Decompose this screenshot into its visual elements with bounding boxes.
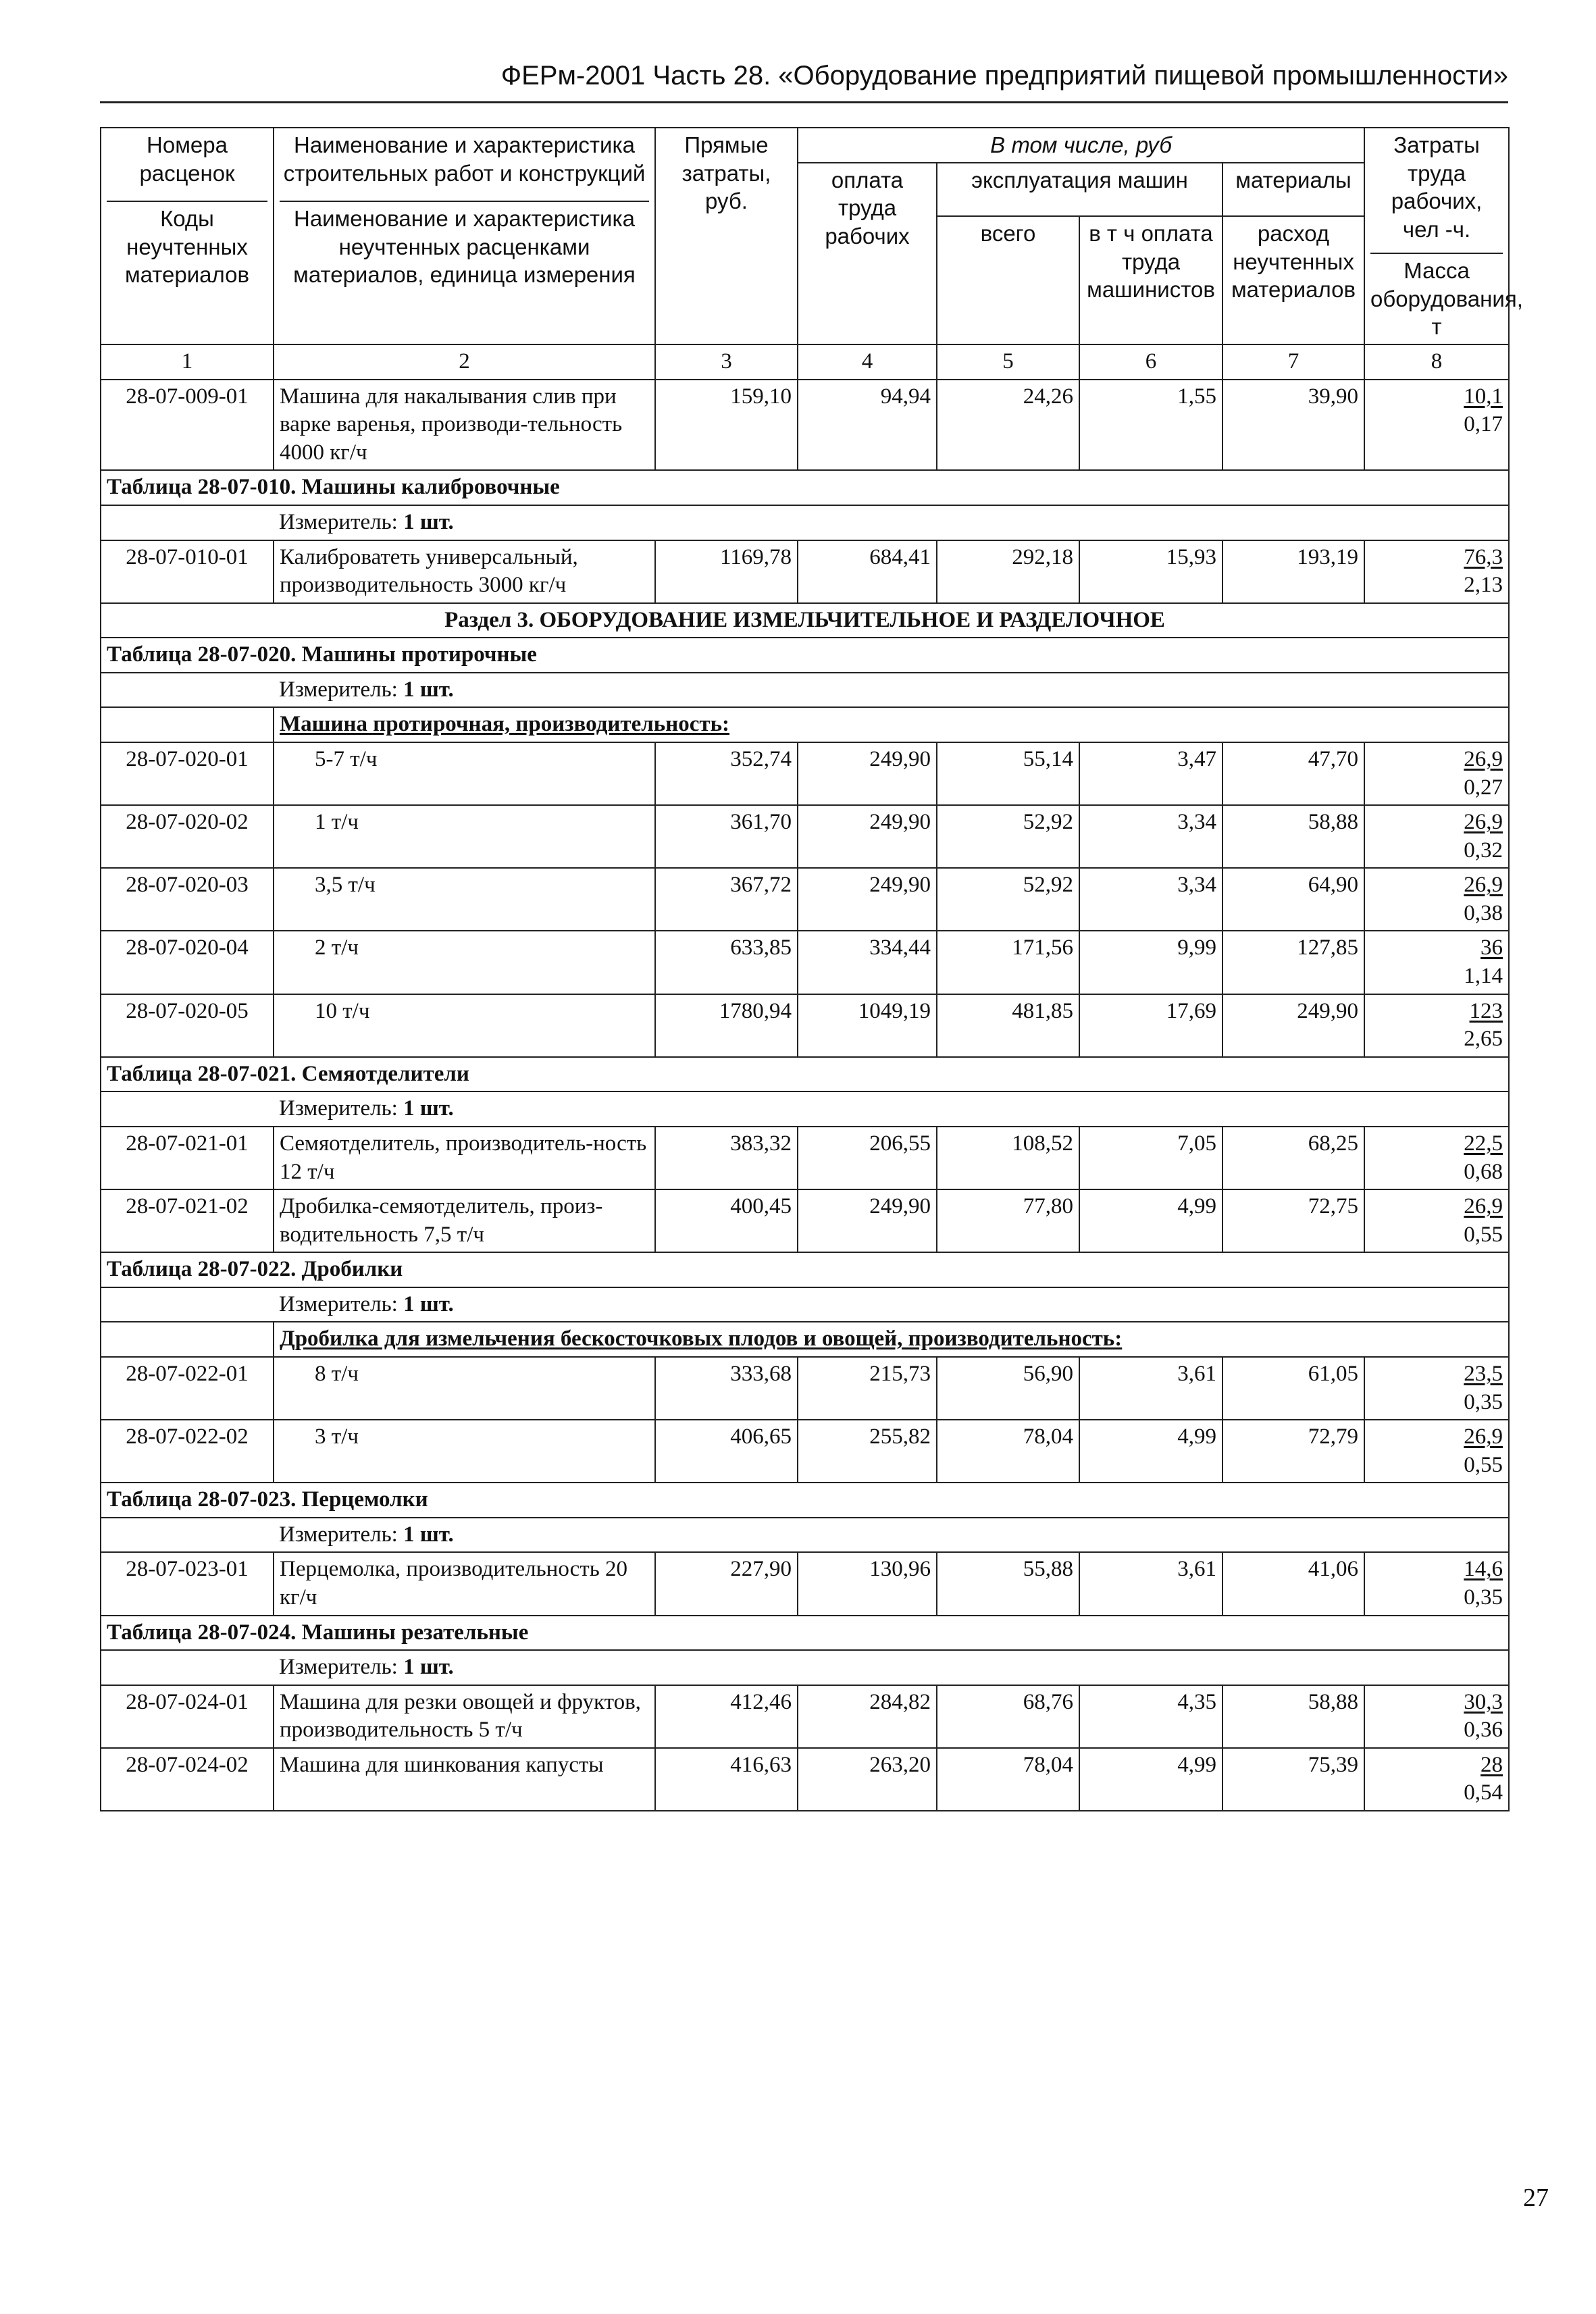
labor-mass-cell: [1364, 380, 1509, 471]
direct-costs: 159,10: [655, 380, 798, 471]
materials-cost: 68,25: [1222, 1127, 1364, 1189]
work-name: 10 т/ч: [274, 994, 655, 1057]
machines-total: 78,04: [937, 1748, 1079, 1811]
rate-code: 28-07-020-03: [101, 868, 274, 931]
table-row: [101, 1127, 1509, 1189]
col-number: 1: [101, 344, 274, 380]
materials-cost: 39,90: [1222, 380, 1364, 471]
machines-total: 481,85: [937, 994, 1079, 1057]
machines-total: 24,26: [937, 380, 1079, 471]
equipment-mass: 0,54: [1464, 1780, 1503, 1805]
worker-pay: 255,82: [798, 1420, 937, 1483]
meter-line: [274, 1650, 1509, 1685]
labor-mass-cell: [1364, 994, 1509, 1057]
operator-pay: 4,99: [1079, 1420, 1222, 1483]
operator-pay: 3,47: [1079, 742, 1222, 805]
worker-pay: 1049,19: [798, 994, 937, 1057]
meter-line: [274, 1091, 1509, 1127]
labor-mass-cell: [1364, 805, 1509, 868]
col-header-worker-pay: оплата труда рабочих: [798, 163, 937, 344]
table-title: Таблица 28-07-023. Перцемолки: [101, 1483, 1509, 1518]
table-title: Таблица 28-07-021. Семяотделители: [101, 1057, 1509, 1092]
group-heading: Дробилка для измельчения бескосточковых плодов и овощей, производительность:: [274, 1322, 1509, 1357]
work-name: 5-7 т/ч: [274, 742, 655, 805]
machines-total: 171,56: [937, 931, 1079, 994]
equipment-mass: 0,55: [1464, 1452, 1503, 1477]
machines-total: 52,92: [937, 805, 1079, 868]
rate-code: 28-07-020-04: [101, 931, 274, 994]
rate-code: 28-07-021-02: [101, 1189, 274, 1252]
equipment-mass: 0,36: [1464, 1718, 1503, 1743]
col-header-material-name: Наименование и характеристика неучтенных расценками материалов, единица измерения: [280, 201, 649, 289]
direct-costs: 400,45: [655, 1189, 798, 1252]
col-header-including: В том числе, руб: [798, 128, 1364, 163]
equipment-mass: 2,13: [1464, 573, 1503, 598]
meter-line: [274, 1287, 1509, 1322]
work-name: Перцемолка, производительность 20 кг/ч: [274, 1552, 655, 1615]
col-header-codes: [101, 128, 274, 344]
table-title: Таблица 28-07-024. Машины резательные: [101, 1616, 1509, 1651]
materials-cost: 127,85: [1222, 931, 1364, 994]
labor-mass-cell: [1364, 931, 1509, 994]
labor-mass-cell: [1364, 540, 1509, 603]
materials-cost: 75,39: [1222, 1748, 1364, 1811]
labor-costs: 36: [1481, 935, 1503, 960]
group-heading: Машина протирочная, производительность:: [274, 707, 1509, 742]
table-row: [101, 742, 1509, 805]
materials-cost: 193,19: [1222, 540, 1364, 603]
rates-table: [100, 127, 1523, 1811]
table-row: [101, 540, 1509, 603]
work-name: Дробилка-семяотделитель, произ-водительность 7,5 т/ч: [274, 1189, 655, 1252]
rate-code: 28-07-020-05: [101, 994, 274, 1057]
col-header-material-codes: Коды неучтенных материалов: [107, 201, 267, 289]
labor-costs: 14,6: [1464, 1557, 1503, 1582]
operator-pay: 3,61: [1079, 1552, 1222, 1615]
worker-pay: 263,20: [798, 1748, 937, 1811]
col-number: 4: [798, 344, 937, 380]
col-number: 8: [1364, 344, 1509, 380]
table-row: [101, 931, 1509, 994]
work-name: 1 т/ч: [274, 805, 655, 868]
meter-line: [274, 505, 1509, 540]
col-header-labor-mass: [1364, 128, 1523, 344]
col-number: 2: [274, 344, 655, 380]
direct-costs: 416,63: [655, 1748, 798, 1811]
table-row: [101, 868, 1509, 931]
labor-costs: 23,5: [1464, 1361, 1503, 1386]
direct-costs: 333,68: [655, 1357, 798, 1420]
worker-pay: 130,96: [798, 1552, 937, 1615]
col-header-operator-pay: в т ч оплата труда машинистов: [1079, 216, 1222, 344]
meter-unit: 1 шт.: [403, 1096, 454, 1121]
col-header-equipment-mass: Масса оборудования, т: [1370, 253, 1503, 341]
section-title: Раздел 3. ОБОРУДОВАНИЕ ИЗМЕЛЬЧИТЕЛЬНОЕ И РАЗДЕЛОЧНОЕ: [101, 603, 1509, 638]
operator-pay: 4,35: [1079, 1685, 1222, 1748]
worker-pay: 249,90: [798, 742, 937, 805]
col-number: 3: [655, 344, 798, 380]
machines-total: 52,92: [937, 868, 1079, 931]
equipment-mass: 2,65: [1464, 1027, 1503, 1052]
direct-costs: 1780,94: [655, 994, 798, 1057]
rate-code: 28-07-024-01: [101, 1685, 274, 1748]
rate-code: 28-07-022-02: [101, 1420, 274, 1483]
meter-line: [274, 673, 1509, 708]
work-name: 3 т/ч: [274, 1420, 655, 1483]
operator-pay: 4,99: [1079, 1748, 1222, 1811]
operator-pay: 3,34: [1079, 805, 1222, 868]
labor-costs: 26,9: [1464, 746, 1503, 771]
work-name: Калиброватеть универсальный, производительность 3000 кг/ч: [274, 540, 655, 603]
meter-label: Измеритель:: [279, 677, 398, 702]
worker-pay: 215,73: [798, 1357, 937, 1420]
worker-pay: 249,90: [798, 805, 937, 868]
col-header-unaccounted-materials: расход неучтенных материалов: [1222, 216, 1364, 344]
table-title: Таблица 28-07-020. Машины протирочные: [101, 638, 1509, 673]
meter-label: Измеритель:: [279, 1522, 398, 1547]
rate-code: 28-07-024-02: [101, 1748, 274, 1811]
labor-costs: 26,9: [1464, 873, 1503, 898]
meter-label: Измеритель:: [279, 509, 398, 534]
table-row: [101, 1420, 1509, 1483]
worker-pay: 684,41: [798, 540, 937, 603]
rate-code: 28-07-022-01: [101, 1357, 274, 1420]
equipment-mass: 0,68: [1464, 1159, 1503, 1184]
work-name: Машина для шинкования капусты: [274, 1748, 655, 1811]
running-header: ФЕРм-2001 Часть 28. «Оборудование предприятий пищевой промышленности»: [500, 61, 1508, 91]
work-name: 8 т/ч: [274, 1357, 655, 1420]
direct-costs: 406,65: [655, 1420, 798, 1483]
meter-label: Измеритель:: [279, 1655, 398, 1680]
machines-total: 55,14: [937, 742, 1079, 805]
materials-cost: 41,06: [1222, 1552, 1364, 1615]
materials-cost: 58,88: [1222, 1685, 1364, 1748]
worker-pay: 249,90: [798, 868, 937, 931]
direct-costs: 361,70: [655, 805, 798, 868]
equipment-mass: 1,14: [1464, 964, 1503, 989]
labor-costs: 26,9: [1464, 1424, 1503, 1449]
machines-total: 77,80: [937, 1189, 1079, 1252]
equipment-mass: 0,55: [1464, 1222, 1503, 1247]
labor-mass-cell: [1364, 1127, 1509, 1189]
col-header-machines-total: всего: [937, 216, 1079, 344]
direct-costs: 412,46: [655, 1685, 798, 1748]
table-row: [101, 1748, 1509, 1811]
table-row: [101, 1685, 1509, 1748]
labor-costs: 123: [1469, 998, 1503, 1023]
labor-costs: 76,3: [1464, 544, 1503, 569]
materials-cost: 47,70: [1222, 742, 1364, 805]
labor-costs: 22,5: [1464, 1131, 1503, 1156]
rate-code: 28-07-020-02: [101, 805, 274, 868]
rate-code: 28-07-021-01: [101, 1127, 274, 1189]
meter-unit: 1 шт.: [403, 677, 454, 702]
table-title: Таблица 28-07-022. Дробилки: [101, 1252, 1509, 1287]
labor-mass-cell: [1364, 1357, 1509, 1420]
work-name: 3,5 т/ч: [274, 868, 655, 931]
labor-costs: 26,9: [1464, 1194, 1503, 1219]
meter-unit: 1 шт.: [403, 509, 454, 534]
table-row: [101, 1189, 1509, 1252]
labor-mass-cell: [1364, 742, 1509, 805]
worker-pay: 284,82: [798, 1685, 937, 1748]
labor-costs: 28: [1481, 1752, 1503, 1777]
operator-pay: 1,55: [1079, 380, 1222, 471]
column-numbers-row: [101, 344, 1509, 380]
table-row: [101, 380, 1509, 471]
col-header-direct-costs: Прямые затраты, руб.: [655, 128, 798, 344]
direct-costs: 352,74: [655, 742, 798, 805]
work-name: 2 т/ч: [274, 931, 655, 994]
header-rule: [100, 101, 1508, 103]
labor-mass-cell: [1364, 1420, 1509, 1483]
worker-pay: 206,55: [798, 1127, 937, 1189]
materials-cost: 249,90: [1222, 994, 1364, 1057]
machines-total: 78,04: [937, 1420, 1079, 1483]
labor-mass-cell: [1364, 1189, 1509, 1252]
col-header-names: [274, 128, 655, 344]
col-number: 5: [937, 344, 1079, 380]
rate-code: 28-07-010-01: [101, 540, 274, 603]
machines-total: 68,76: [937, 1685, 1079, 1748]
operator-pay: 7,05: [1079, 1127, 1222, 1189]
col-header-labor-costs: Затраты труда рабочих, чел -ч.: [1391, 132, 1483, 242]
meter-line: [274, 1518, 1509, 1553]
page-number: 27: [1523, 2184, 1549, 2212]
col-header-materials: материалы: [1222, 163, 1364, 216]
materials-cost: 61,05: [1222, 1357, 1364, 1420]
operator-pay: 3,34: [1079, 868, 1222, 931]
equipment-mass: 0,38: [1464, 900, 1503, 925]
labor-mass-cell: [1364, 1685, 1509, 1748]
meter-label: Измеритель:: [279, 1096, 398, 1121]
labor-costs: 10,1: [1464, 384, 1503, 409]
work-name: Машина для накалывания слив при варке варенья, производи-тельность 4000 кг/ч: [274, 380, 655, 471]
labor-mass-cell: [1364, 1552, 1509, 1615]
table-title: Таблица 28-07-010. Машины калибровочные: [101, 470, 1509, 505]
operator-pay: 4,99: [1079, 1189, 1222, 1252]
table-header: [101, 128, 1509, 163]
work-name: Машина для резки овощей и фруктов, производительность 5 т/ч: [274, 1685, 655, 1748]
direct-costs: 367,72: [655, 868, 798, 931]
meter-unit: 1 шт.: [403, 1522, 454, 1547]
direct-costs: 1169,78: [655, 540, 798, 603]
labor-costs: 30,3: [1464, 1689, 1503, 1714]
operator-pay: 15,93: [1079, 540, 1222, 603]
equipment-mass: 0,32: [1464, 838, 1503, 863]
equipment-mass: 0,27: [1464, 775, 1503, 800]
meter-label: Измеритель:: [279, 1291, 398, 1316]
worker-pay: 334,44: [798, 931, 937, 994]
operator-pay: 9,99: [1079, 931, 1222, 994]
meter-unit: 1 шт.: [403, 1291, 454, 1316]
equipment-mass: 0,35: [1464, 1585, 1503, 1610]
table-row: [101, 1357, 1509, 1420]
machines-total: 55,88: [937, 1552, 1079, 1615]
direct-costs: 383,32: [655, 1127, 798, 1189]
worker-pay: 249,90: [798, 1189, 937, 1252]
col-number: 7: [1222, 344, 1364, 380]
labor-costs: 26,9: [1464, 810, 1503, 835]
rate-code: 28-07-009-01: [101, 380, 274, 471]
machines-total: 108,52: [937, 1127, 1079, 1189]
machines-total: 56,90: [937, 1357, 1079, 1420]
machines-total: 292,18: [937, 540, 1079, 603]
col-header-machines: эксплуатация машин: [937, 163, 1222, 216]
equipment-mass: 0,35: [1464, 1389, 1503, 1414]
col-number: 6: [1079, 344, 1222, 380]
col-header-rate-numbers: Номера расценок: [139, 132, 235, 186]
rate-code: 28-07-020-01: [101, 742, 274, 805]
materials-cost: 58,88: [1222, 805, 1364, 868]
equipment-mass: 0,17: [1464, 412, 1503, 437]
materials-cost: 64,90: [1222, 868, 1364, 931]
col-header-work-name: Наименование и характеристика строительных работ и конструкций: [283, 132, 646, 186]
rate-code: 28-07-023-01: [101, 1552, 274, 1615]
table-row: [101, 805, 1509, 868]
meter-unit: 1 шт.: [403, 1655, 454, 1680]
table-row: [101, 1552, 1509, 1615]
materials-cost: 72,79: [1222, 1420, 1364, 1483]
direct-costs: 227,90: [655, 1552, 798, 1615]
operator-pay: 17,69: [1079, 994, 1222, 1057]
table-row: [101, 994, 1509, 1057]
worker-pay: 94,94: [798, 380, 937, 471]
direct-costs: 633,85: [655, 931, 798, 994]
operator-pay: 3,61: [1079, 1357, 1222, 1420]
labor-mass-cell: [1364, 1748, 1509, 1811]
labor-mass-cell: [1364, 868, 1509, 931]
materials-cost: 72,75: [1222, 1189, 1364, 1252]
work-name: Семяотделитель, производитель-ность 12 т/ч: [274, 1127, 655, 1189]
